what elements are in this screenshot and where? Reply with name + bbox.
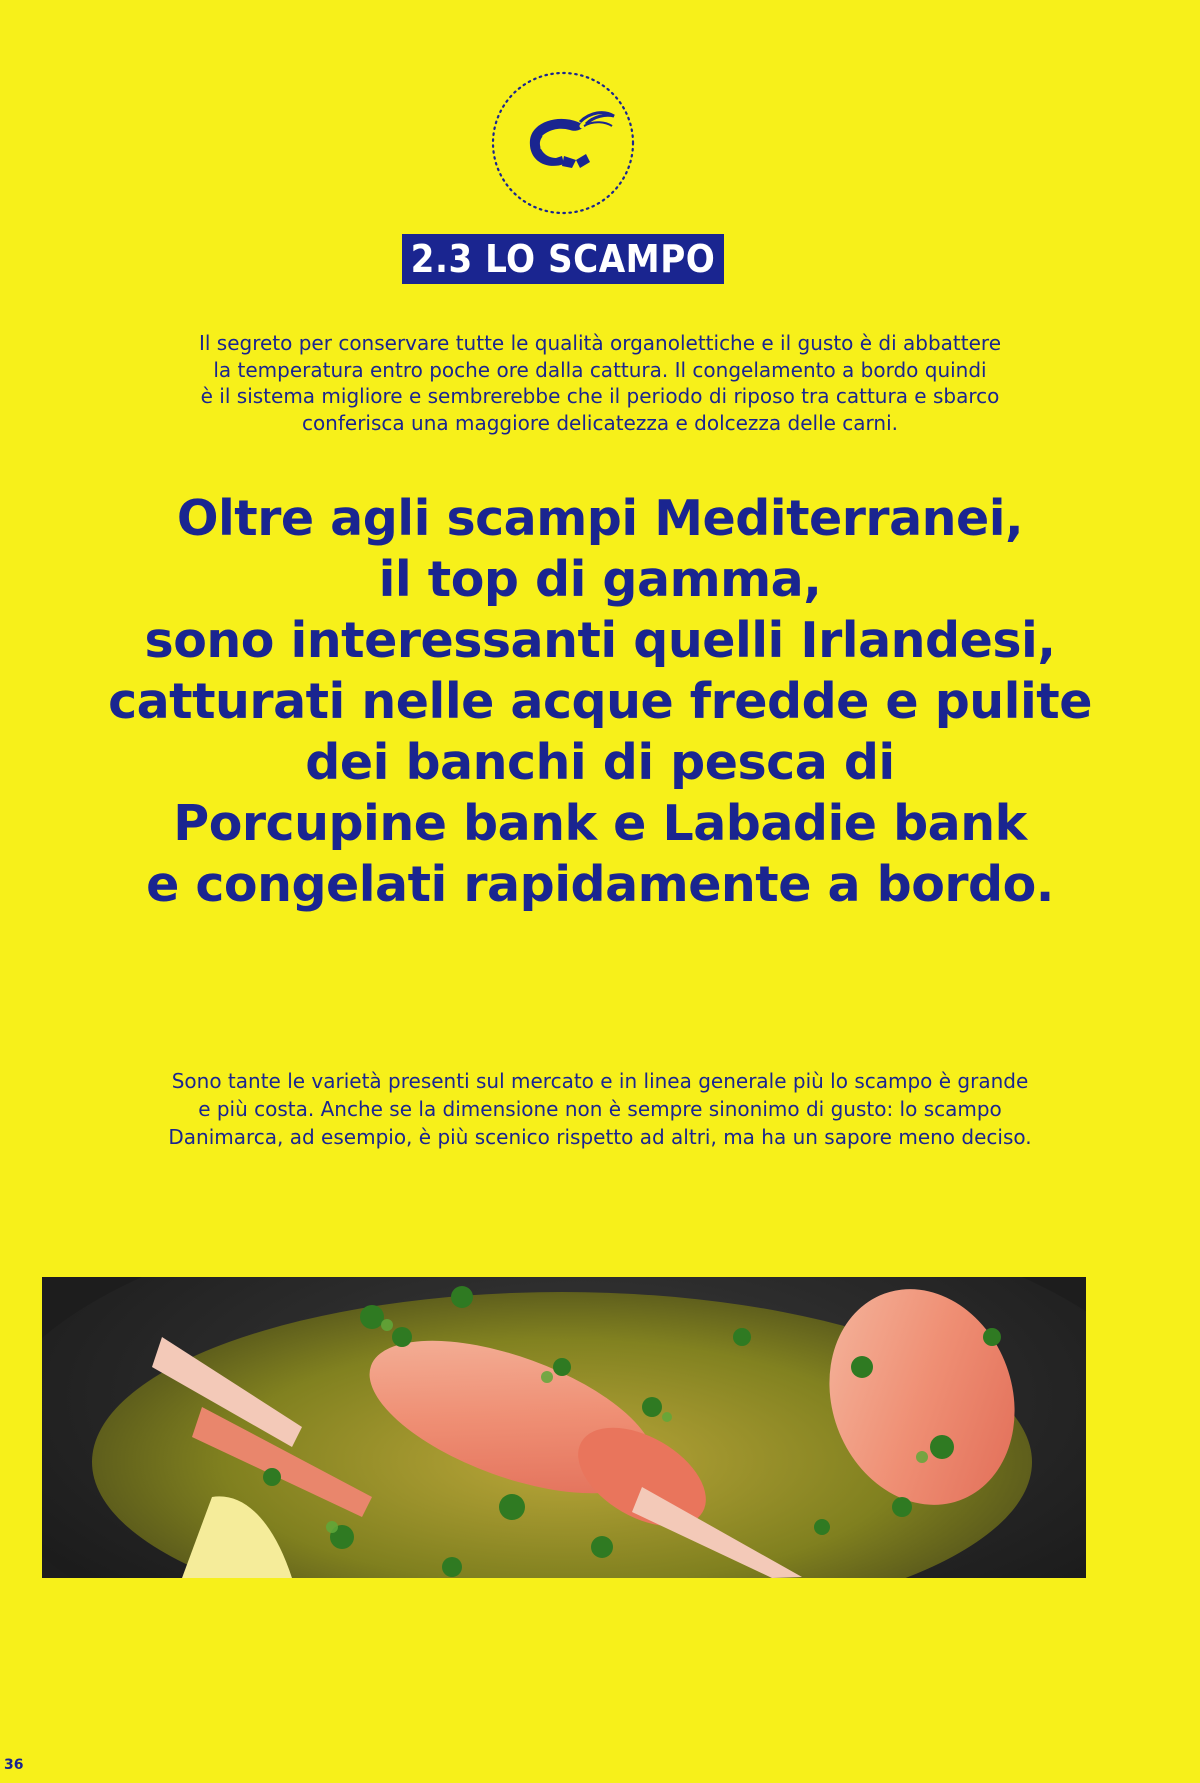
page-number: 36 <box>4 1757 24 1773</box>
intro-line: Il segreto per conservare tutte le qualità organolettiche e il gusto è di abbattere <box>198 331 1002 355</box>
intro-line: la temperatura entro poche ore dalla cattura. Il congelamento a bordo quindi <box>213 357 987 382</box>
quote-line: Porcupine bank e Labadie bank <box>173 795 1027 852</box>
body-line: Sono tante le varietà presenti sul mercato e in linea generale più lo scampo è grande <box>171 1069 1029 1093</box>
section-title-box <box>402 234 724 284</box>
intro-line: è il sistema migliore e sembrerebbe che il periodo di riposo tra cattura e sbarco <box>200 384 1000 408</box>
intro-paragraph <box>110 330 1090 436</box>
scampi-photo <box>42 1277 1086 1578</box>
quote-line: catturati nelle acque fredde e pulite <box>108 673 1092 730</box>
body-line: Danimarca, ad esempio, è più scenico rispetto ad altri, ma ha un sapore meno deciso. <box>168 1125 1032 1149</box>
shrimp-icon <box>490 70 636 216</box>
quote-line: dei banchi di pesca di <box>305 734 895 791</box>
body-line: e più costa. Anche se la dimensione non è sempre sinonimo di gusto: lo scampo <box>198 1097 1002 1121</box>
quote-line: il top di gamma, <box>378 551 822 608</box>
quote-line: e congelati rapidamente a bordo. <box>146 856 1054 913</box>
pull-quote <box>40 488 1160 915</box>
quote-line: Oltre agli scampi Mediterranei, <box>176 490 1024 547</box>
body-paragraph <box>90 1067 1110 1151</box>
intro-line: conferisca una maggiore delicatezza e dolcezza delle carni. <box>301 410 899 435</box>
section-emblem <box>490 70 636 216</box>
quote-line: sono interessanti quelli Irlandesi, <box>144 612 1056 669</box>
section-title: 2.3 LO SCAMPO <box>410 237 716 281</box>
